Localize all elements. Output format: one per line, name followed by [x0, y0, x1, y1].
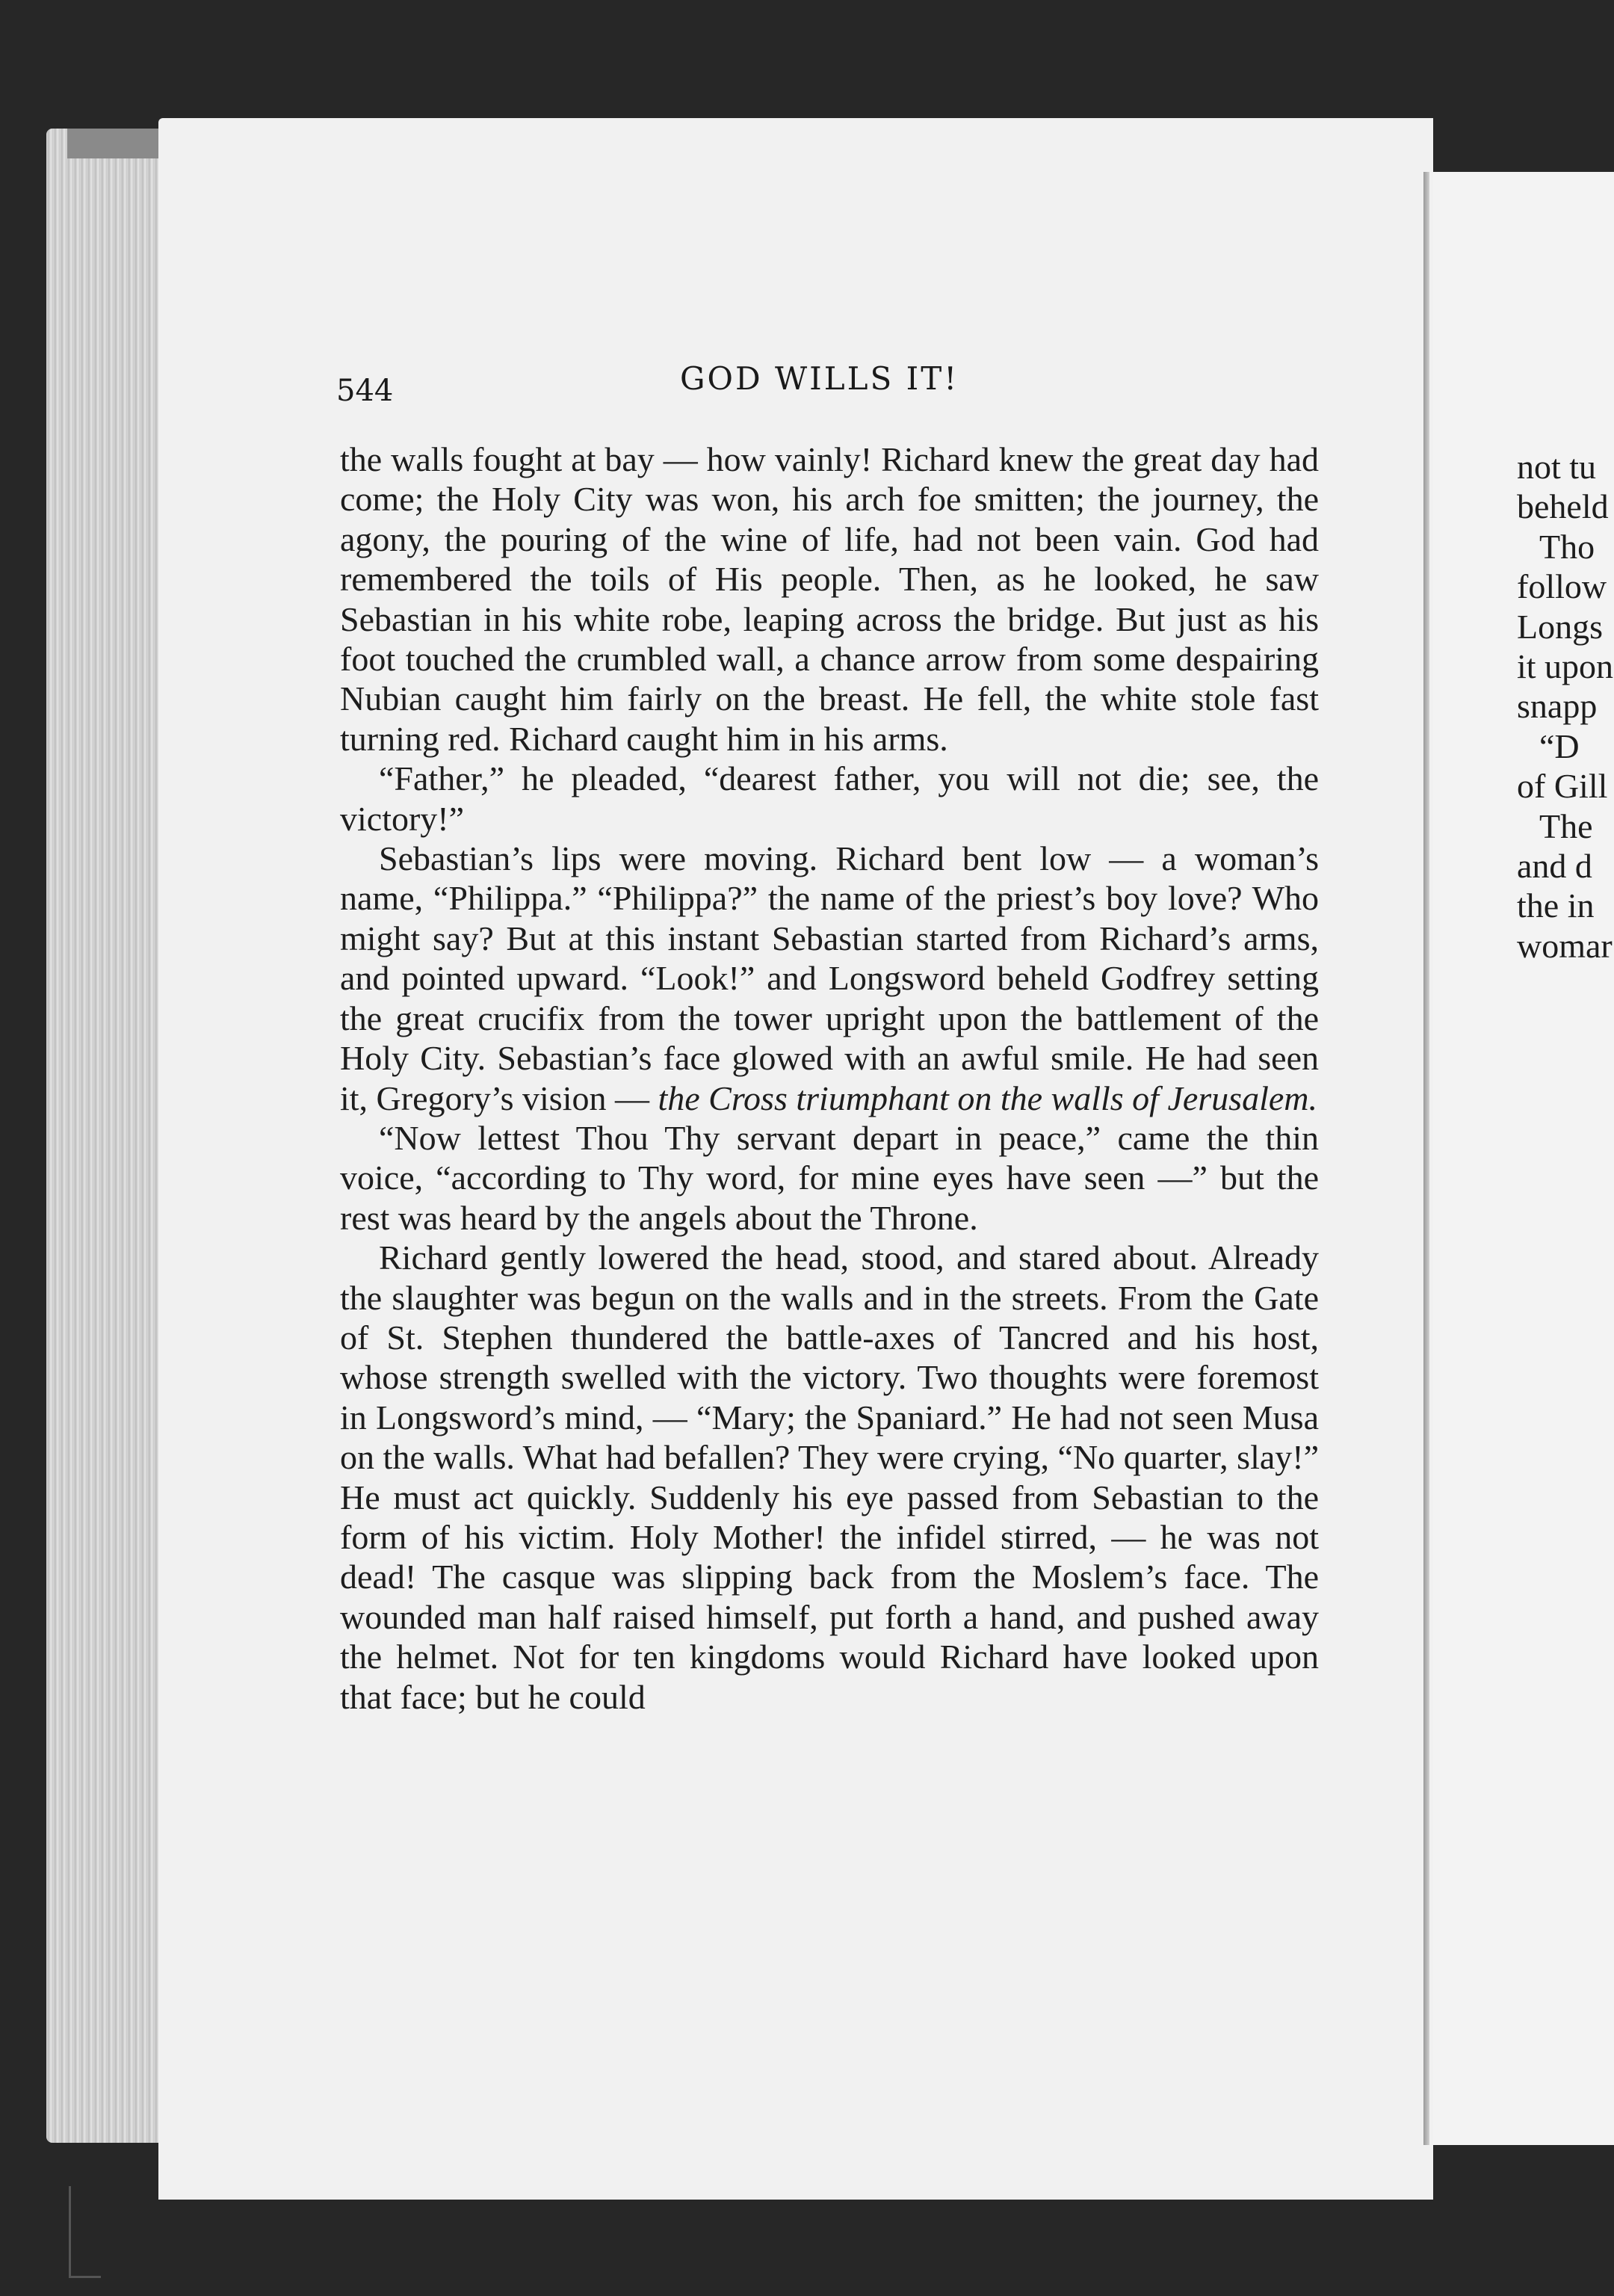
facing-line: and d [1517, 847, 1592, 886]
paragraph: “Now lettest Thou Thy servant depart in peace,” came the thin voice, “according to Thy word, for mine eyes have seen —” but the rest was heard by the angels about the Throne. [340, 1118, 1319, 1237]
facing-line: beheld [1517, 487, 1609, 526]
scan-marks [69, 2186, 101, 2278]
paragraph: Richard gently lowered the head, stood, and stared about. Already the slaughter was begun on the walls and in the streets. From the Gate of St. Stephen thundered the battle-axes of Tancred and his host, whose strength swelled with the victory. Two thoughts were foremost in Longsword’s mind, — “Mary; the Spaniard.” He had not seen Musa on the walls. What had befallen? They were crying, “No quarter, slay!” He must act quickly. Suddenly his eye passed from Sebastian to the form of his victim. Holy Mother! the infidel stirred, — he was not dead! The casque was slipping back from the Moslem’s face. The wounded man half raised himself, put forth a hand, and pushed away the helmet. Not for ten kingdoms would Richard have looked upon that face; but he could [340, 1238, 1319, 1716]
facing-line: not tu [1517, 448, 1597, 486]
facing-line: of Gill [1517, 767, 1608, 806]
facing-line: snapp [1517, 687, 1598, 726]
book-gutter [1423, 172, 1429, 2145]
facing-line: Tho [1539, 527, 1595, 566]
facing-line: “D [1539, 726, 1580, 765]
page-number: 544 [336, 374, 394, 408]
paragraph [340, 839, 1319, 1118]
facing-line: the in [1517, 886, 1595, 925]
italic-phrase: the Cross triumphant on the walls of Jerusalem. [658, 1078, 1317, 1117]
facing-page-text [1517, 447, 1614, 966]
facing-line: follow [1517, 567, 1607, 606]
paragraph: “Father,” he pleaded, “dearest father, you will not die; see, the victory!” [340, 759, 1319, 838]
facing-line: Longs [1517, 607, 1603, 646]
book-cover-edge [67, 129, 172, 158]
book-page-edges [46, 129, 158, 2143]
facing-line: womar [1517, 926, 1613, 965]
facing-line: it upon [1517, 647, 1614, 686]
paragraph: the walls fought at bay — how vainly! Richard knew the great day had come; the Holy City was won, his arch foe smitten; the journey, the agony, the pouring of the wine of life, had not been vain. God had remembered the toils of His people. Then, as he looked, he saw Sebastian in his white robe, leaping across the bridge. But just as his foot touched the crumbled wall, a chance arrow from some despairing Nubian caught him fairly on the breast. He fell, the white stole fast turning red. Richard caught him in his arms. [340, 440, 1319, 758]
running-title: GOD WILLS IT! [680, 360, 959, 397]
paragraph-text: Sebastian’s lips were moving. Richard bent low — a woman’s name, “Philippa.” “Philippa?” the name of the priest’s boy love? Who might say? But at this instant Sebastian started from Richard’s arms, and pointed upward. “Look!” and Longsword beheld Godfrey setting the great crucifix from the tower upright upon the battlement of the Holy City. Sebastian’s face glowed with an awful smile. He had seen it, Gregory’s vision — [340, 839, 1319, 1117]
body-text [340, 439, 1319, 1717]
running-head [336, 360, 1330, 408]
facing-line: The [1539, 806, 1593, 845]
